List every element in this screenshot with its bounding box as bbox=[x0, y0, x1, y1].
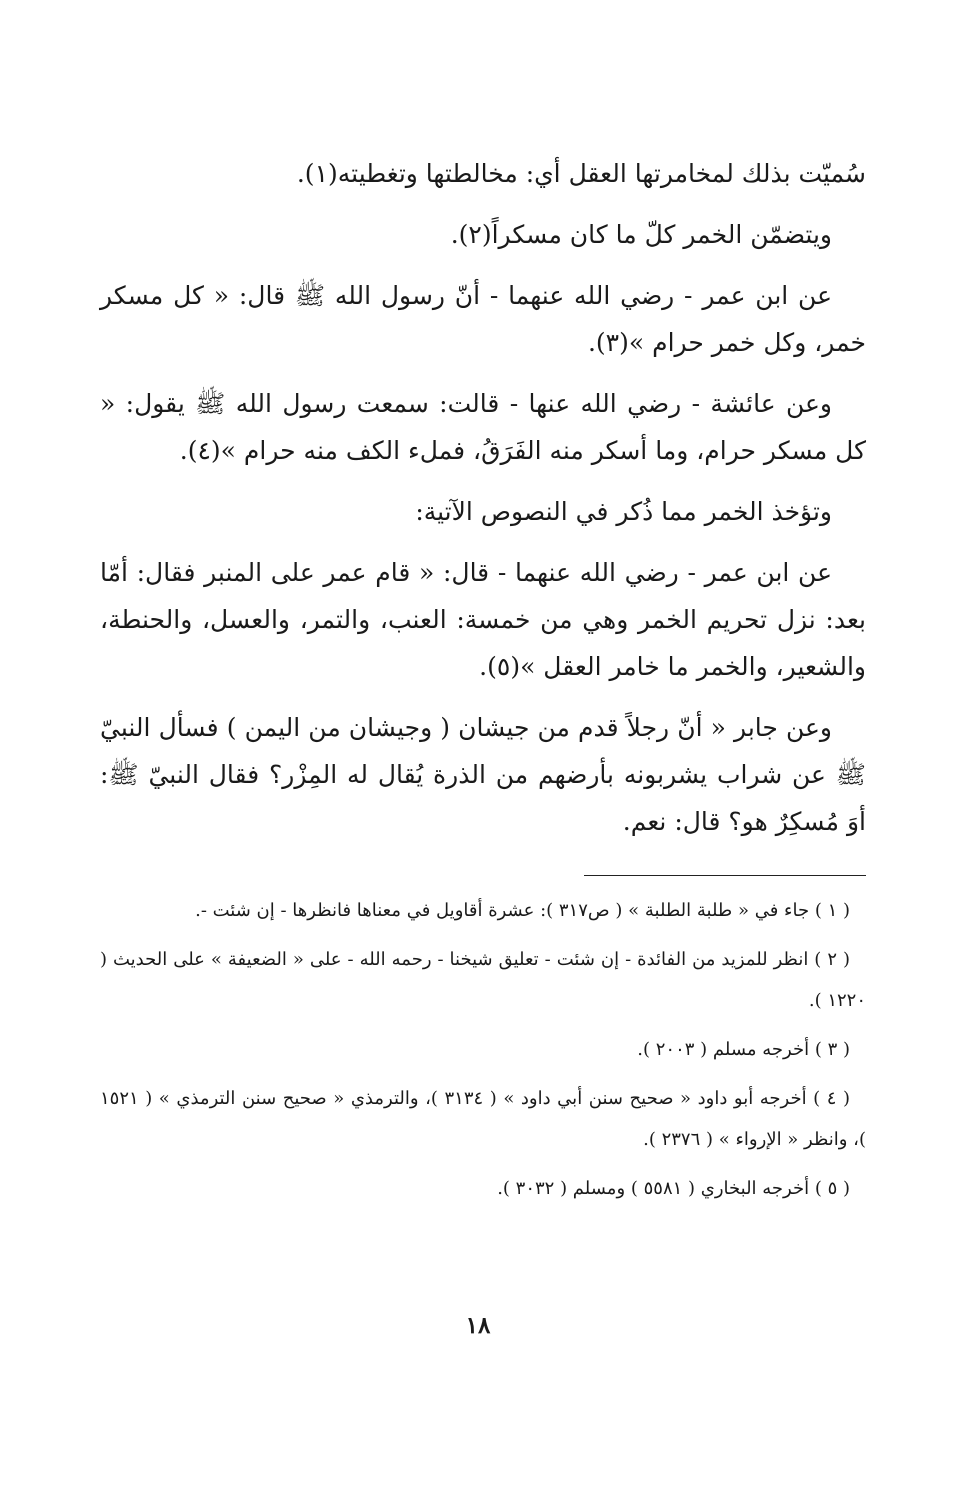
body-paragraph: وعن جابر « أنّ رجلاً قدم من جيشان ( وجيشان من اليمن ) فسأل النبيّ ﷺ عن شراب يشربونه بأرضهم من الذرة يُقال له المِزْر؟ فقال النبيّ ﷺ: أوَ مُسكِرٌ هو؟ قال: نعم. bbox=[100, 713, 866, 836]
body-paragraph: ويتضمّن الخمر كلّ ما كان مسكراً(٢). bbox=[450, 220, 832, 249]
body-paragraph: وعن عائشة - رضي الله عنها - قالت: سمعت رسول الله ﷺ يقول: « كل مسكر حرام، وما أسكر منه الفَرَقُ، فملء الكف منه حرام »(٤). bbox=[100, 389, 866, 465]
body-paragraph: وتؤخذ الخمر مما ذُكر في النصوص الآتية: bbox=[415, 497, 832, 526]
body-paragraph: سُميّت بذلك لمخامرتها العقل أي: مخالطتها وتغطيته(١). bbox=[296, 159, 866, 188]
footnote: ( ٢ ) انظر للمزيد من الفائدة - إن شئت - تعليق شيخنا - رحمه الله - على « الضعيفة » على الحديث ( ١٢٢٠ ). bbox=[100, 949, 866, 1011]
footnote: ( ٣ ) أخرجه مسلم ( ٢٠٠٣ ). bbox=[637, 1039, 850, 1060]
body-paragraph: عن ابن عمر - رضي الله عنهما - أنّ رسول الله ﷺ قال: « كل مسكر خمر، وكل خمر حرام »(٣). bbox=[100, 281, 866, 357]
footnote: ( ٤ ) أخرجه أبو داود « صحيح سنن أبي داود » ( ٣١٣٤ )، والترمذي « صحيح سنن الترمذي » ( ١٥٢١ )، وانظر « الإرواء » ( ٢٣٧٦ ). bbox=[100, 1088, 866, 1150]
footnote: ( ٥ ) أخرجه البخاري ( ٥٥٨١ ) ومسلم ( ٣٠٣٢ ). bbox=[497, 1178, 850, 1199]
footnote-divider bbox=[584, 875, 866, 876]
footnote: ( ١ ) جاء في « طلبة الطلبة » ( ص٣١٧ ): عشرة أقاويل في معناها فانظرها - إن شئت -. bbox=[195, 900, 850, 921]
body-paragraph: عن ابن عمر - رضي الله عنهما - قال: « قام عمر على المنبر فقال: أمّا بعد: نزل تحريم الخمر وهي من خمسة: العنب، والتمر، والعسل، والحنطة، والشعير، والخمر ما خامر العقل »(٥). bbox=[100, 558, 866, 681]
page-number: ١٨ bbox=[465, 1312, 491, 1339]
page-body bbox=[100, 150, 866, 1217]
